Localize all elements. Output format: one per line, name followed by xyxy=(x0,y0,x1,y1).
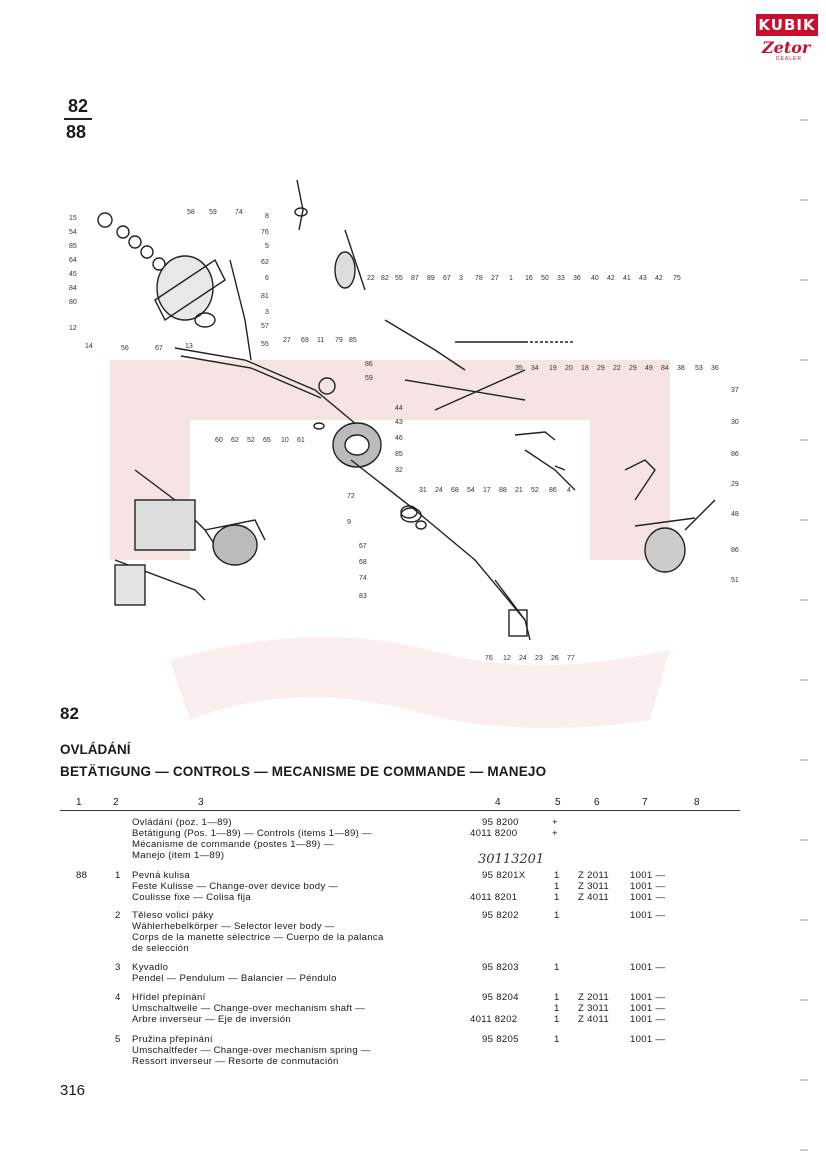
part-label: 86 xyxy=(731,547,739,554)
table-row-qty: 1 xyxy=(554,910,560,921)
table-row-code: 1001 — xyxy=(630,1003,666,1014)
part-label: 3 xyxy=(265,309,269,316)
part-label: 83 xyxy=(359,593,367,600)
part-label: 74 xyxy=(359,575,367,582)
part-label: 17 xyxy=(483,487,491,494)
part-label: 84 xyxy=(661,365,669,372)
part-label: 31 xyxy=(419,487,427,494)
part-label: 41 xyxy=(623,275,631,282)
part-label: 14 xyxy=(85,343,93,350)
part-label: 68 xyxy=(451,487,459,494)
table-row-partno: 95 8204 xyxy=(482,992,519,1003)
table-row-desc: Pevná kulisa xyxy=(132,870,190,881)
part-label: 87 xyxy=(411,275,419,282)
part-label: 16 xyxy=(525,275,533,282)
part-label: 10 xyxy=(281,437,289,444)
part-label: 3 xyxy=(459,275,463,282)
table-row-qty: 1 xyxy=(554,962,560,973)
part-label: 26 xyxy=(551,655,559,662)
part-label: 57 xyxy=(261,323,269,330)
part-label: 11 xyxy=(317,337,325,344)
part-label: 69 xyxy=(301,337,309,344)
table-row-model: Z 3011 xyxy=(578,881,609,892)
part-label: 88 xyxy=(499,487,507,494)
table-row-item: 5 xyxy=(115,1034,121,1045)
table-row-qty: 1 xyxy=(554,870,560,881)
logo-kubik: KUBIK xyxy=(756,14,818,36)
part-label: 15 xyxy=(69,215,77,222)
handwritten-note: 30113201 xyxy=(478,852,545,867)
exploded-parts-diagram xyxy=(55,170,775,670)
part-label: 67 xyxy=(443,275,451,282)
page-ref-top: 82 xyxy=(68,96,89,116)
part-label: 32 xyxy=(395,467,403,474)
part-label: 86 xyxy=(365,361,373,368)
part-label: 89 xyxy=(427,275,435,282)
table-row-code: 1001 — xyxy=(630,962,666,973)
part-label: 29 xyxy=(731,481,739,488)
table-row-qty: + xyxy=(552,828,558,839)
table-row-code: 1001 — xyxy=(630,1014,666,1025)
table-row-qty: 1 xyxy=(554,992,560,1003)
part-label: 75 xyxy=(673,275,681,282)
table-row-desc: Umschaltwelle — Change-over mechanism shaft — xyxy=(132,1003,366,1014)
part-label: 43 xyxy=(639,275,647,282)
logo-zetor: Zetor xyxy=(762,38,811,57)
part-label: 50 xyxy=(541,275,549,282)
part-label: 61 xyxy=(297,437,305,444)
part-label: 29 xyxy=(597,365,605,372)
part-label: 13 xyxy=(185,343,193,350)
col-head-4: 4 xyxy=(495,797,501,808)
table-row-desc: Pružina přepínání xyxy=(132,1034,213,1045)
part-label: 22 xyxy=(367,275,375,282)
table-row-partno: 95 8205 xyxy=(482,1034,519,1045)
page-ref-bottom: 88 xyxy=(66,122,87,142)
part-label: 74 xyxy=(235,209,243,216)
part-label: 64 xyxy=(69,257,77,264)
table-row-desc: Těleso volicí páky xyxy=(132,910,214,921)
part-label: 52 xyxy=(247,437,255,444)
part-label: 43 xyxy=(395,419,403,426)
part-label: 56 xyxy=(121,345,129,352)
part-label: 24 xyxy=(435,487,443,494)
table-row-code: 1001 — xyxy=(630,870,666,881)
table-row-desc: Feste Kulisse — Change-over device body — xyxy=(132,881,339,892)
table-row-item: 2 xyxy=(115,910,121,921)
part-label: 29 xyxy=(629,365,637,372)
table-row-desc: Coulisse fixe — Colisa fija xyxy=(132,892,251,903)
part-label: 44 xyxy=(395,405,403,412)
part-label: 4 xyxy=(567,487,571,494)
part-label: 80 xyxy=(69,299,77,306)
table-row-qty: 1 xyxy=(554,881,560,892)
part-label: 36 xyxy=(711,365,719,372)
part-label: 67 xyxy=(359,543,367,550)
table-row-qty: 1 xyxy=(554,892,560,903)
part-label: 52 xyxy=(531,487,539,494)
table-row-partno: 95 8203 xyxy=(482,962,519,973)
part-label: 77 xyxy=(567,655,575,662)
page-ref-divider xyxy=(64,118,92,120)
part-label: 54 xyxy=(69,229,77,236)
part-label: 84 xyxy=(69,285,77,292)
part-label: 55 xyxy=(395,275,403,282)
part-label: 62 xyxy=(231,437,239,444)
table-row-desc: Arbre inverseur — Eje de inversión xyxy=(132,1014,291,1025)
brand-logo xyxy=(756,14,818,66)
part-label: 76 xyxy=(485,655,493,662)
table-row-desc: Betätigung (Pos. 1—89) — Controls (items 1—89) — xyxy=(132,828,372,839)
part-label: 30 xyxy=(731,419,739,426)
part-label: 59 xyxy=(209,209,217,216)
part-label: 27 xyxy=(491,275,499,282)
part-label: 81 xyxy=(261,293,269,300)
table-row-qty: + xyxy=(552,817,558,828)
part-label: 34 xyxy=(531,365,539,372)
col-head-2: 2 xyxy=(113,797,119,808)
part-label: 36 xyxy=(573,275,581,282)
part-label: 53 xyxy=(695,365,703,372)
part-label: 58 xyxy=(187,209,195,216)
part-label: 48 xyxy=(731,511,739,518)
col-head-8: 8 xyxy=(694,797,700,808)
logo-dealer: DEALER xyxy=(776,56,803,62)
table-row-partno: 95 8200 xyxy=(482,817,519,828)
part-label: 12 xyxy=(69,325,77,332)
part-label: 67 xyxy=(155,345,163,352)
table-row-desc: Manejo (item 1—89) xyxy=(132,850,225,861)
section-title: OVLÁDÁNÍ xyxy=(60,742,131,757)
table-row-item: 3 xyxy=(115,962,121,973)
part-label: 65 xyxy=(263,437,271,444)
part-label: 62 xyxy=(261,259,269,266)
col-head-5: 5 xyxy=(555,797,561,808)
table-row-model: Z 4011 xyxy=(578,1014,609,1025)
part-label: 37 xyxy=(731,387,739,394)
table-row-qty: 1 xyxy=(554,1003,560,1014)
part-label: 38 xyxy=(677,365,685,372)
part-label: 78 xyxy=(475,275,483,282)
part-label: 86 xyxy=(549,487,557,494)
part-label: 86 xyxy=(731,451,739,458)
part-label: 23 xyxy=(535,655,543,662)
table-row-model: Z 2011 xyxy=(578,992,609,1003)
table-row-model: Z 4011 xyxy=(578,892,609,903)
table-row-partno: 95 8202 xyxy=(482,910,519,921)
part-label: 35 xyxy=(515,365,523,372)
table-row-desc: Corps de la manette sélectrice — Cuerpo de la palanca xyxy=(132,932,384,943)
part-label: 85 xyxy=(349,337,357,344)
part-label: 6 xyxy=(265,275,269,282)
table-row-partno: 4011 8200 xyxy=(470,828,518,839)
part-label: 22 xyxy=(613,365,621,372)
table-row-item: 1 xyxy=(115,870,121,881)
table-row-desc: Mécanisme de commande (postes 1—89) — xyxy=(132,839,334,850)
table-row-partno: 4011 8202 xyxy=(470,1014,518,1025)
part-label: 85 xyxy=(395,451,403,458)
part-label: 24 xyxy=(519,655,527,662)
part-label: 21 xyxy=(515,487,523,494)
table-row-desc: Kyvadlo xyxy=(132,962,169,973)
col-head-6: 6 xyxy=(594,797,600,808)
part-label: 18 xyxy=(581,365,589,372)
part-label: 40 xyxy=(591,275,599,282)
part-label: 60 xyxy=(215,437,223,444)
table-row-partno: 4011 8201 xyxy=(470,892,518,903)
table-row-model: Z 2011 xyxy=(578,870,609,881)
part-label: 19 xyxy=(549,365,557,372)
part-label: 12 xyxy=(503,655,511,662)
table-row-desc: Hřídel přepínání xyxy=(132,992,206,1003)
col-head-3: 3 xyxy=(198,797,204,808)
part-label: 51 xyxy=(731,577,739,584)
part-label: 46 xyxy=(395,435,403,442)
part-label: 49 xyxy=(645,365,653,372)
part-label: 79 xyxy=(335,337,343,344)
table-row-code: 1001 — xyxy=(630,881,666,892)
part-label: 42 xyxy=(607,275,615,282)
col-head-1: 1 xyxy=(76,797,82,808)
table-row-desc: Ressort inverseur — Resorte de conmutación xyxy=(132,1056,339,1067)
table-row-item: 4 xyxy=(115,992,121,1003)
table-row-partno: 95 8201X xyxy=(482,870,526,881)
part-label: 82 xyxy=(381,275,389,282)
table-row-code: 1001 — xyxy=(630,910,666,921)
page-number: 316 xyxy=(60,1082,86,1099)
part-label: 27 xyxy=(283,337,291,344)
part-label: 42 xyxy=(655,275,663,282)
table-row-group: 88 xyxy=(76,870,88,881)
table-row-qty: 1 xyxy=(554,1034,560,1045)
table-row-desc: Wählerhebelkörper — Selector lever body — xyxy=(132,921,335,932)
part-label: 9 xyxy=(347,519,351,526)
table-row-code: 1001 — xyxy=(630,992,666,1003)
part-label: 59 xyxy=(365,375,373,382)
part-label: 76 xyxy=(261,229,269,236)
part-label: 1 xyxy=(509,275,513,282)
header-rule xyxy=(60,810,740,811)
part-label: 85 xyxy=(69,243,77,250)
table-row-desc: Umschaltfeder — Change-over mechanism spring — xyxy=(132,1045,371,1056)
table-row-model: Z 3011 xyxy=(578,1003,609,1014)
part-label: 55 xyxy=(261,341,269,348)
table-row-code: 1001 — xyxy=(630,892,666,903)
part-label: 33 xyxy=(557,275,565,282)
part-label: 68 xyxy=(359,559,367,566)
part-label: 8 xyxy=(265,213,269,220)
part-label: 5 xyxy=(265,243,269,250)
section-subtitle: BETÄTIGUNG — CONTROLS — MECANISME DE COMMANDE — MANEJO xyxy=(60,764,547,779)
table-row-code: 1001 — xyxy=(630,1034,666,1045)
margin-marks xyxy=(798,60,810,1160)
table-row-desc: Ovládání (poz. 1—89) xyxy=(132,817,232,828)
table-row-desc: de selección xyxy=(132,943,189,954)
part-label: 20 xyxy=(565,365,573,372)
table-row-qty: 1 xyxy=(554,1014,560,1025)
part-label: 54 xyxy=(467,487,475,494)
part-label: 72 xyxy=(347,493,355,500)
part-label: 45 xyxy=(69,271,77,278)
col-head-7: 7 xyxy=(642,797,648,808)
table-row-desc: Pendel — Pendulum — Balancier — Péndulo xyxy=(132,973,337,984)
section-number: 82 xyxy=(60,704,79,723)
